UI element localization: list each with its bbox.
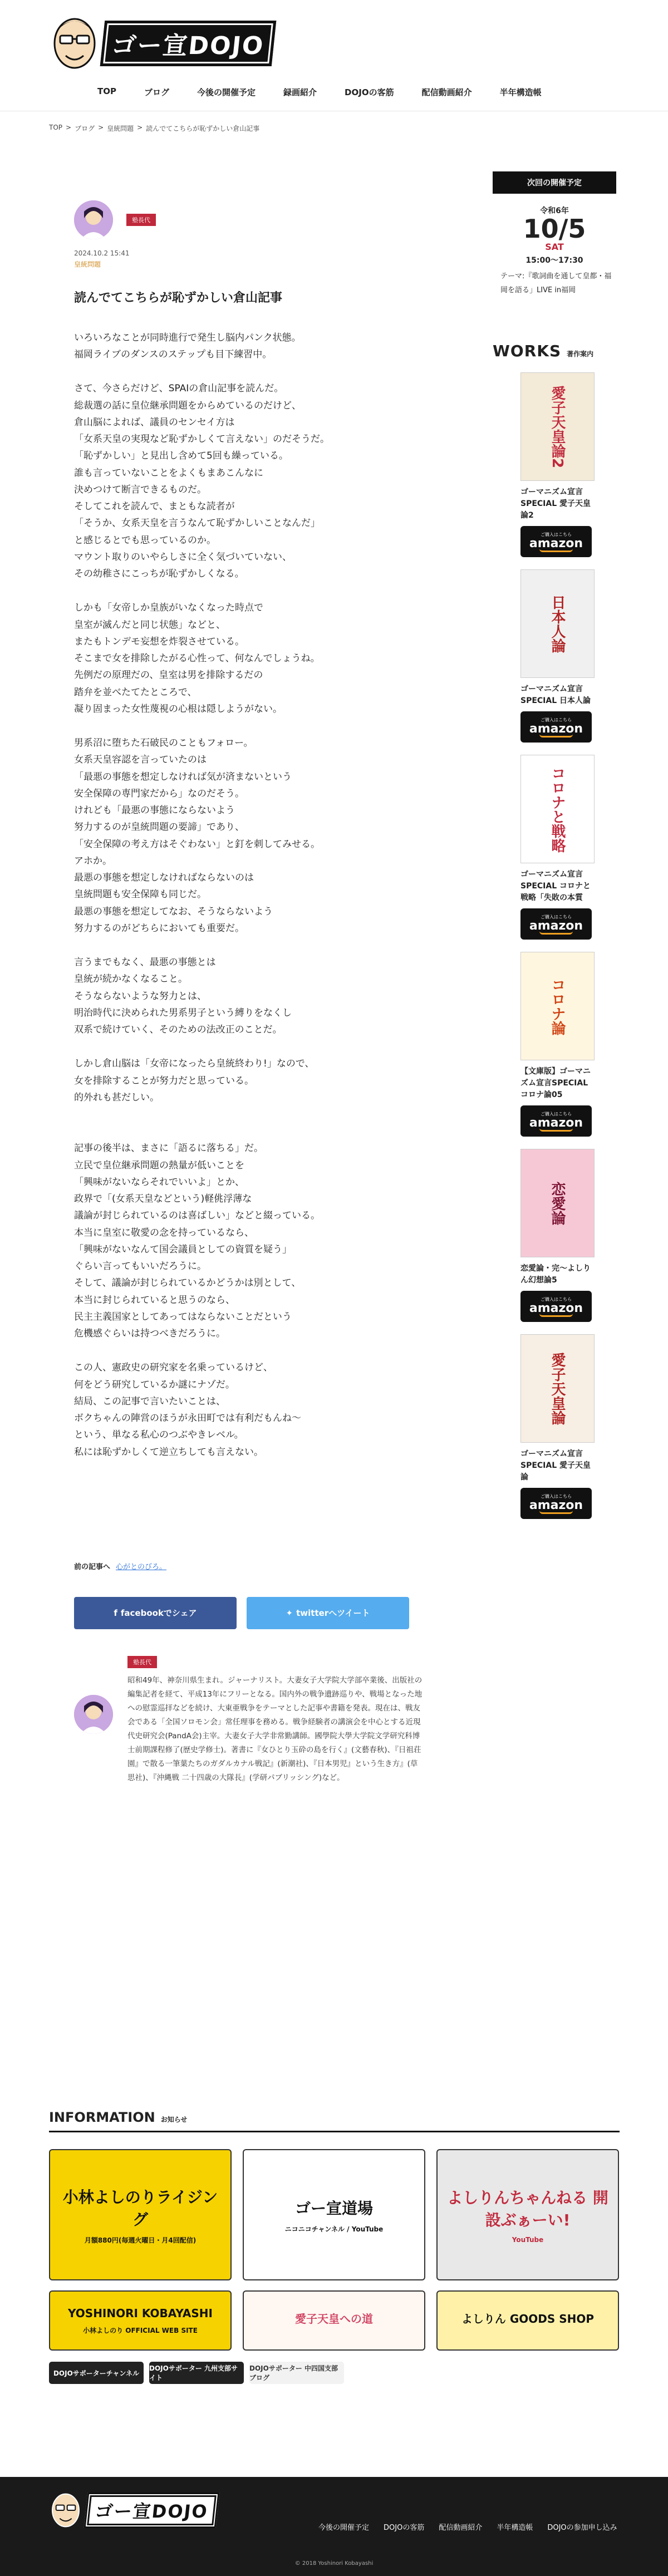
nav-blog[interactable]: ブログ	[144, 87, 169, 97]
work-item[interactable]	[520, 1149, 596, 1322]
article-title: 読んでてこちらが恥ずかしい倉山記事	[74, 291, 283, 305]
article-date: 2024.10.2 15:41	[74, 249, 130, 257]
banner-subtitle: 小林よしのり OFFICIAL WEB SITE	[83, 2326, 198, 2334]
footer-nav-archive[interactable]: 半年構造帳	[497, 2524, 533, 2532]
site-footer	[0, 2477, 668, 2576]
footer-logo[interactable]	[49, 2488, 218, 2533]
amazon-button[interactable]	[520, 908, 592, 940]
works-list	[493, 372, 616, 1519]
book-title[interactable]: ゴーマニズム宣言SPECIAL 愛子天皇論	[520, 1449, 591, 1482]
works-heading	[493, 342, 616, 360]
amazon-logo: amazon	[529, 1115, 583, 1130]
nav-archive[interactable]: 半年構造帳	[499, 87, 542, 97]
facebook-share-label: facebookでシェア	[120, 1608, 197, 1619]
amazon-button-small: ご購入はこちら	[541, 1493, 572, 1499]
article-paragraph: 男系沼に堕ちた石破民のこともフォロー。 女系天皇容認を言っていたのは 「最悪の事態を想定しなければ気が済まないという 安全保障の専門家だから」なのだそう。 けれども「最悪の事態にならないよう 努力するのが皇統問題の要諦」であり、 「安全保障の考え方はそぐわない」と釘を刺してみせる。 アホか。 最悪の事態を想定しなければならないのは 皇統問題も安全保障も同じだ。 最悪の事態を想定してなお、そうならないよう 努力するのがどちらにおいても重要だ。	[74, 738, 320, 934]
information-links	[49, 2362, 620, 2384]
works-subtitle: 著作案内	[567, 350, 594, 358]
book-cover-title: 恋愛論	[549, 1181, 566, 1225]
work-item[interactable]	[520, 569, 596, 743]
profile-badge: 塾長代	[127, 1656, 157, 1668]
nav-dojo[interactable]: DOJOの客筋	[345, 87, 394, 97]
book-cover[interactable]	[520, 952, 595, 1060]
work-item[interactable]	[520, 952, 596, 1137]
book-cover-title: コロナ論	[549, 977, 566, 1035]
information-banner[interactable]	[49, 2290, 232, 2351]
banner-title: ゴー宣道場	[294, 2199, 373, 2218]
book-title[interactable]: 恋愛論・完〜よしりん幻想論5	[520, 1264, 591, 1285]
banner-title: よしりんちゃんねる 開設ぶぁーい!	[447, 2189, 608, 2229]
next-event[interactable]	[493, 205, 616, 297]
information-link[interactable]	[149, 2362, 244, 2384]
breadcrumb-sep: >	[137, 124, 143, 131]
next-event-heading: 次回の開催予定	[493, 171, 616, 194]
breadcrumb-blog[interactable]: ブログ	[75, 125, 95, 132]
information-banner[interactable]	[243, 2290, 425, 2351]
article-paragraph: さて、今さらだけど、SPAIの倉山記事を読んだ。 総裁選の話に皇位継承問題をからめているのだけど、 倉山脳によれば、議員のセンセイ方は 「女系天皇の実現など恥ずかしくて言えない」のだそうだ。 「恥ずかしい」と見出し含めて5回も繰っている。 誰も言っていないことをよくもまあこんなに 決めつけて断言できるものだ。 そしてこれを読んで、まともな読者が 「そうか、女系天皇を言うなんて恥ずかしいことなんだ」 と感じるとでも思っているのか。 マウント取りのいやらしさに全く気づいていない、 その幼稚さにこっちが恥ずかしくなる。	[74, 383, 330, 580]
information-title: INFORMATION	[49, 2110, 155, 2125]
amazon-logo: amazon	[529, 536, 583, 550]
amazon-smile-icon	[539, 1128, 573, 1132]
amazon-button-small: ご購入はこちら	[541, 532, 572, 537]
book-title[interactable]: ゴーマニズム宣言SPECIAL コロナと戦略「失敗の本質	[520, 870, 591, 903]
information-banner[interactable]	[243, 2149, 425, 2280]
information-banner[interactable]	[49, 2149, 232, 2280]
amazon-smile-icon	[539, 931, 573, 935]
footer-nav-dojo[interactable]: DOJOの客筋	[384, 2524, 425, 2532]
global-nav	[97, 86, 542, 98]
work-item[interactable]	[520, 755, 596, 940]
works-title: WORKS	[493, 342, 562, 361]
banner-title: よしりん GOODS SHOP	[461, 2312, 595, 2326]
nav-top[interactable]: TOP	[97, 86, 116, 96]
banner-subtitle: 月額880円(毎週火曜日・月4回配信)	[84, 2236, 197, 2244]
banner-subtitle: YouTube	[512, 2236, 544, 2244]
information-link[interactable]	[249, 2362, 344, 2384]
breadcrumb-sep: >	[66, 124, 72, 131]
banner-title: YOSHINORI KOBAYASHI	[68, 2306, 213, 2320]
logo-face-icon	[50, 10, 99, 77]
profile-avatar	[74, 1695, 113, 1734]
article-paragraph: この人、憲政史の研究家を名乗っているけど、 何をどう研究しているか謎にナゾだ。 結局、この記事で言いたいことは、 ボクちゃんの陣営のほうが永田町では有利だもんね〜 という、単なる私心のつぶやきレベル。 私には恥ずかしくて逆立ちしても言えない。	[74, 1362, 301, 1458]
article-category-row	[74, 259, 430, 269]
information-banner[interactable]	[436, 2149, 619, 2280]
article-category[interactable]: 皇統問題	[74, 260, 101, 268]
amazon-smile-icon	[539, 1511, 573, 1514]
article-paragraph: しかし倉山脳は「女帝になったら皇統終わり!」なので、 女を排除することが努力だと思っている。 的外れも甚だしい。	[74, 1058, 315, 1103]
book-cover[interactable]	[520, 755, 595, 863]
book-title[interactable]: ゴーマニズム宣言SPECIAL 日本人論	[520, 685, 591, 706]
information-link-label: DOJOサポーター 九州支部サイト	[149, 2364, 238, 2382]
nav-recording[interactable]: 録画紹介	[283, 87, 317, 97]
article-body	[74, 330, 430, 1461]
profile-text: 昭和49年、神奈川県生まれ。ジャーナリスト。大妻女子大学院大学部卒業後、出版社の編集記者を経て、平成13年にフリーとなる。国内外の戦争遺跡巡りや、戦場となった地への慰霊巡拝などを続け、大東亜戦争をテーマとした記事や書籍を発表。現在は、戦友会である「全国ソロモン会」常任理事を務める。戦争経験者の講演会を中心とする近現代史研究会(PandA会)主宰。大妻女子大学非常勤講師。國學院大學大学院文学研究科博士前期課程修了(歴史学修士)。著書に『女ひとり玉砕の島を行く』(文藝春秋)、『日祖荘園』で散る一筆葉たちのガダルカナル戦記』(新潮社)、『日本男児』という生き方』(草思社)、『沖縄戦 二十四歳の大隊長』(学研パブリッシング)など。	[127, 1675, 423, 1782]
site-header	[0, 0, 668, 111]
amazon-logo: amazon	[529, 721, 583, 736]
amazon-button[interactable]	[520, 711, 592, 743]
author-row	[74, 200, 430, 239]
amazon-button[interactable]	[520, 526, 592, 557]
article-paragraph: 記事の後半は、まさに「語るに落ちる」だ。 立民で皇位継承問題の熱量が低いことを 「興味がないならそれでいいよ」とか、 政界で「(女系天皇などという)軽佻浮薄な 議論が封じられているのは喜ばしい」などと綴っている。 本当に皇室に敬愛の念を持っているなら、 「興味がないなんて国会議員としての資質を疑う」 ぐらい言ってもいいだろうに。 そして、議論が封じられているかどうかは別として、 本当に封じられていると思うのなら、 民主主義国家としてあってはならないことだという 危機感ぐらいは持つべきだろうに。	[74, 1143, 320, 1340]
information-subtitle: お知らせ	[160, 2116, 188, 2123]
twitter-share-label: twitterへツイート	[296, 1608, 370, 1619]
amazon-button[interactable]	[520, 1488, 592, 1519]
footer-logo-text: ゴー宣DOJO	[84, 2493, 220, 2528]
next-event-theme: テーマ:『歌詞曲を通して皇都・福岡を語る」LIVE in福岡	[500, 272, 612, 294]
twitter-icon: ✦	[286, 1607, 293, 1618]
book-cover-title: コロナと戦略	[549, 765, 566, 853]
banner-title: 愛子天皇への道	[295, 2312, 373, 2326]
book-cover[interactable]	[520, 372, 595, 481]
amazon-smile-icon	[539, 549, 573, 552]
next-event-year: 令和6年	[540, 207, 569, 215]
copyright: © 2018 Yoshinori Kobayashi	[294, 2560, 374, 2567]
amazon-smile-icon	[539, 1314, 573, 1317]
amazon-button-small: ご購入はこちら	[541, 1111, 572, 1117]
amazon-logo: amazon	[529, 918, 583, 933]
book-cover-title: 愛子天皇論	[549, 1352, 566, 1425]
amazon-logo: amazon	[529, 1301, 583, 1315]
information-link-label: DOJOサポーターチャンネル	[53, 2369, 140, 2377]
banner-subtitle: ニコニコチャンネル / YouTube	[284, 2225, 384, 2233]
footer-nav	[318, 2521, 617, 2532]
prev-label: 前の記事へ	[74, 1562, 111, 1571]
footer-nav-apply[interactable]: DOJOの参加申し込み	[547, 2524, 617, 2532]
nav-videos[interactable]: 配信動画紹介	[421, 87, 472, 97]
breadcrumb-category[interactable]: 皇統問題	[107, 125, 134, 132]
article-paragraph: いろいろなことが同時進行で発生し脳内パンク状態。 福岡ライブのダンスのステップも目下練習中。	[74, 332, 301, 361]
footer-nav-schedule[interactable]: 今後の開催予定	[318, 2524, 370, 2532]
author-badge: 塾長代	[126, 214, 156, 226]
book-cover[interactable]	[520, 1149, 595, 1257]
information-banner[interactable]	[436, 2290, 619, 2351]
article-paragraph: 言うまでもなく、最悪の事態とは 皇統が続かなくなること。 そうならないような努力とは、 明治時代に決められた男系男子という縛りをなくし 双系で続けていく、そのための法改正のことだ。	[74, 957, 292, 1036]
amazon-button-small: ご購入はこちら	[541, 914, 572, 920]
book-title[interactable]: ゴーマニズム宣言SPECIAL 愛子天皇論2	[520, 488, 591, 520]
book-cover[interactable]	[520, 569, 595, 678]
twitter-share-button[interactable]	[247, 1597, 409, 1629]
site-logo[interactable]	[50, 10, 274, 77]
author-avatar	[74, 200, 113, 239]
amazon-button[interactable]	[520, 1105, 592, 1137]
next-event-date: 10/5	[523, 214, 586, 244]
amazon-button[interactable]	[520, 1291, 592, 1322]
article-meta	[74, 249, 430, 257]
breadcrumb-top[interactable]: TOP	[49, 124, 63, 131]
next-event-day: SAT	[545, 242, 564, 252]
breadcrumb-current: 読んでてこちらが恥ずかしい倉山記事	[146, 125, 260, 132]
information-link-label: DOJOサポーター 中四国支部ブログ	[249, 2364, 338, 2382]
facebook-share-button[interactable]	[74, 1597, 237, 1629]
breadcrumb-sep: >	[98, 124, 104, 131]
banner-title: 小林よしのりライジング	[62, 2187, 218, 2229]
work-item[interactable]	[520, 372, 596, 557]
breadcrumb	[49, 124, 259, 133]
book-cover-title: 日本人論	[549, 594, 566, 653]
author-profile	[74, 1656, 430, 1785]
work-item[interactable]	[520, 1334, 596, 1519]
prev-article-link[interactable]: 心がとのびろ。	[116, 1562, 167, 1571]
article	[74, 200, 430, 1785]
information-heading	[49, 2110, 620, 2132]
information-link[interactable]	[49, 2362, 144, 2384]
amazon-smile-icon	[539, 734, 573, 738]
information-section	[49, 2110, 620, 2384]
prev-article	[74, 1561, 430, 1571]
article-paragraph: しかも「女帝しか皇族がいなくなった時点で 皇室が滅んだと同じ状態」などと、 またもトンデモ妄想を炸裂させている。 そこまで女を排除したがる心性って、何なんでしょうね。 先例だの原理だの、皇室は男を排除するだの 踏弁を並べたてたところで、 凝り固まった女性蔑視の心根は隠しようがない。	[74, 602, 320, 715]
book-cover[interactable]	[520, 1334, 595, 1443]
amazon-logo: amazon	[529, 1498, 583, 1512]
information-banners	[49, 2149, 620, 2351]
amazon-button-small: ご購入はこちら	[541, 1296, 572, 1302]
amazon-button-small: ご購入はこちら	[541, 717, 572, 722]
logo-text: ゴー宣DOJO	[100, 21, 276, 66]
footer-logo-face-icon	[49, 2488, 82, 2533]
facebook-icon: f	[114, 1607, 117, 1618]
book-cover-title: 愛子天皇論2	[549, 385, 566, 468]
footer-nav-videos[interactable]: 配信動画紹介	[439, 2524, 483, 2532]
sidebar	[493, 171, 616, 1519]
book-title[interactable]: 【文庫版】ゴーマニズム宣言SPECIAL コロナ論05	[520, 1067, 591, 1100]
next-event-time: 15:00〜17:30	[525, 256, 583, 265]
share-buttons	[74, 1597, 430, 1629]
nav-schedule[interactable]: 今後の開催予定	[197, 87, 256, 97]
